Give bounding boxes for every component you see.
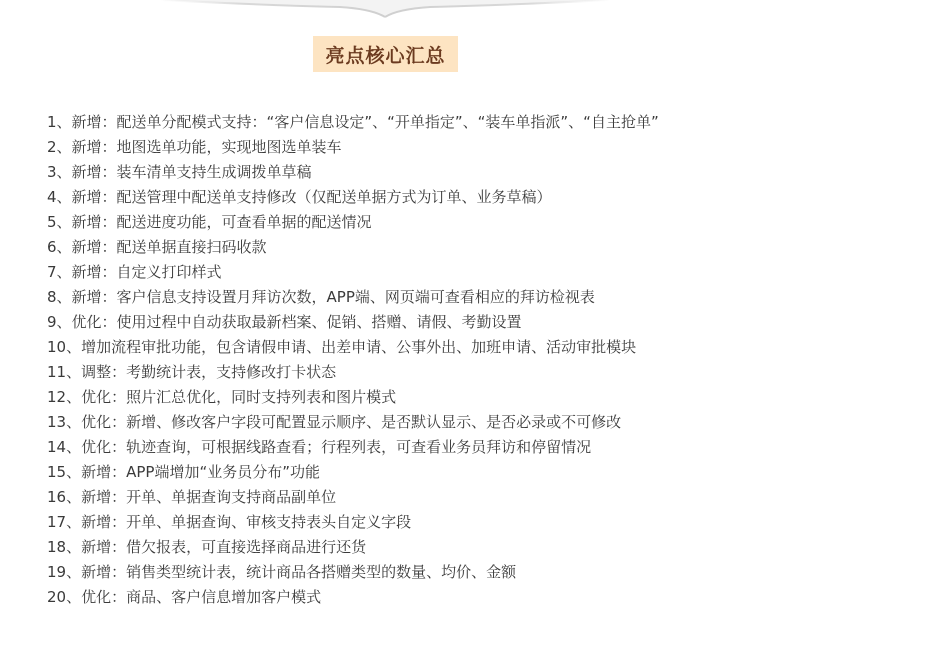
list-item: 19、新增：销售类型统计表，统计商品各搭赠类型的数量、均价、金额 (47, 563, 517, 581)
top-ribbon-ornament (0, 0, 944, 22)
list-item: 11、调整：考勤统计表，支持修改打卡状态 (47, 363, 337, 381)
list-item: 17、新增：开单、单据查询、审核支持表头自定义字段 (47, 513, 412, 531)
list-item: 4、新增：配送管理中配送单支持修改（仅配送单据方式为订单、业务草稿） (47, 188, 552, 206)
list-item: 2、新增：地图选单功能，实现地图选单装车 (47, 138, 342, 156)
list-item: 18、新增：借欠报表，可直接选择商品进行还货 (47, 538, 367, 556)
highlights-list (47, 110, 737, 610)
list-item: 12、优化：照片汇总优化，同时支持列表和图片模式 (47, 388, 397, 406)
list-item: 1、新增：配送单分配模式支持：“客户信息设定”、“开单指定”、“装车单指派”、“自主抢单” (47, 113, 659, 131)
section-title: 亮点核心汇总 (325, 44, 446, 67)
section-title-box (313, 36, 458, 72)
list-item: 3、新增：装车清单支持生成调拨单草稿 (47, 163, 312, 181)
list-item: 20、优化：商品、客户信息增加客户模式 (47, 588, 322, 606)
list-item: 7、新增：自定义打印样式 (47, 263, 222, 281)
list-item: 9、优化：使用过程中自动获取最新档案、促销、搭赠、请假、考勤设置 (47, 313, 522, 331)
list-item: 8、新增：客户信息支持设置月拜访次数，APP端、网页端可查看相应的拜访检视表 (47, 288, 595, 306)
list-item: 13、优化：新增、修改客户字段可配置显示顺序、是否默认显示、是否必录或不可修改 (47, 413, 622, 431)
list-item: 16、新增：开单、单据查询支持商品副单位 (47, 488, 337, 506)
list-item: 5、新增：配送进度功能，可查看单据的配送情况 (47, 213, 372, 231)
list-item: 15、新增：APP端增加“业务员分布”功能 (47, 463, 320, 481)
list-item: 6、新增：配送单据直接扫码收款 (47, 238, 267, 256)
list-item: 14、优化：轨迹查询，可根据线路查看；行程列表，可查看业务员拜访和停留情况 (47, 438, 592, 456)
list-item: 10、增加流程审批功能，包含请假申请、出差申请、公事外出、加班申请、活动审批模块 (47, 338, 637, 356)
